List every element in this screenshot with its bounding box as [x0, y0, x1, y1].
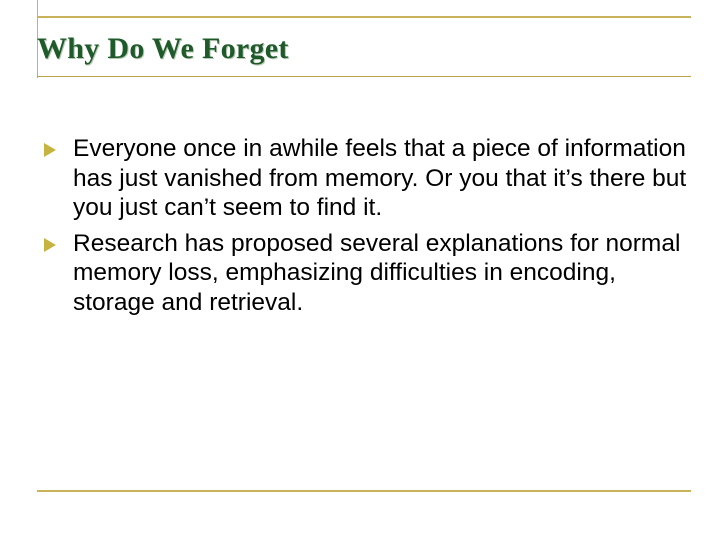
- bullet-item: [44, 229, 694, 318]
- bullet-list: [44, 134, 694, 323]
- bullet-text: Research has proposed several explanations for normal memory loss, emphasizing difficulties in encoding, storage and retrieval.: [73, 229, 681, 316]
- bullet-item: [44, 134, 694, 223]
- top-rule: [37, 16, 691, 18]
- bottom-rule: [37, 490, 691, 492]
- triangle-bullet-icon: [44, 238, 56, 252]
- bullet-text: Everyone once in awhile feels that a piece of information has just vanished from memory. Or you that it’s there but you just can’t seem to find it.: [73, 135, 687, 221]
- triangle-bullet-icon: [44, 143, 56, 157]
- slide-title: Why Do We Forget: [37, 32, 289, 65]
- title-underline: [37, 76, 691, 77]
